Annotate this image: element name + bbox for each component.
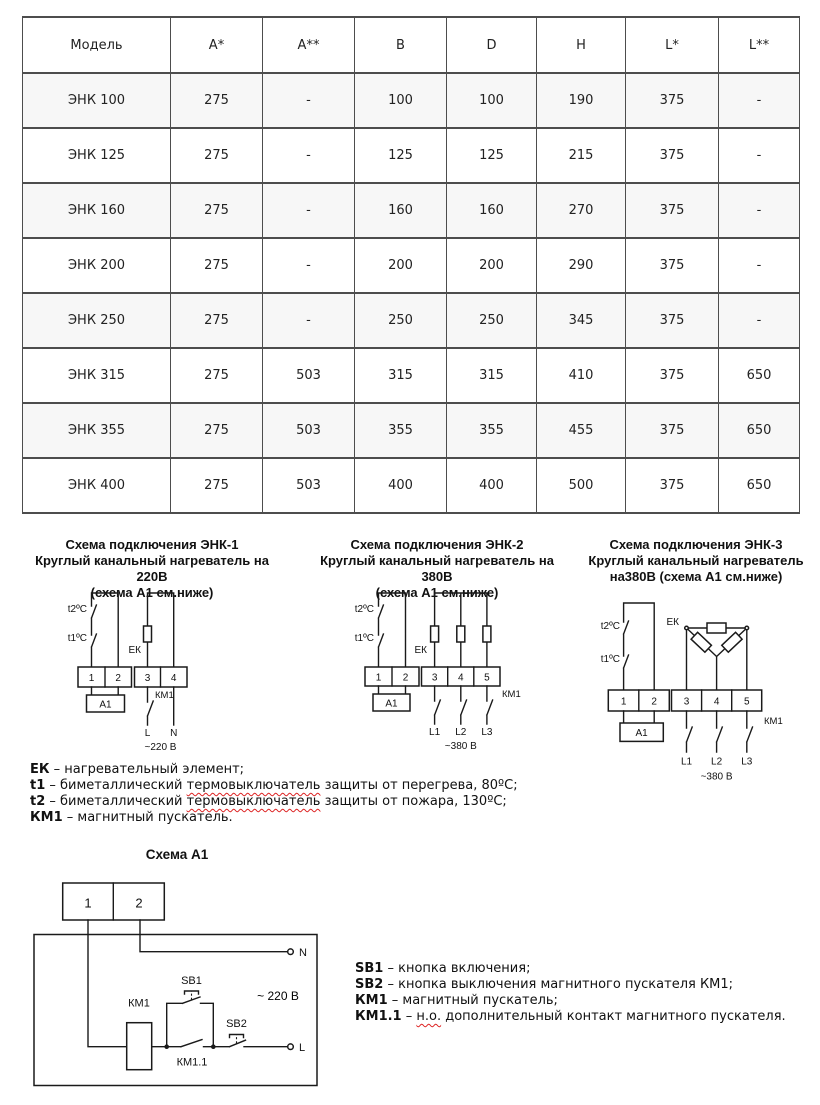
thermostat-loop-wire (92, 593, 119, 667)
value-cell: 200 (447, 238, 537, 293)
model-cell: ЭНК 315 (23, 348, 171, 403)
sb2-label: SB2 (226, 1018, 247, 1030)
legend-text: – магнитный пускатель; (391, 993, 558, 1008)
table-row (23, 458, 800, 513)
a1-label: А1 (635, 728, 648, 739)
legend-line (355, 1009, 786, 1025)
km1-contact (487, 686, 493, 724)
diagram3-title (583, 537, 809, 585)
value-cell: 275 (171, 293, 263, 348)
value-cell: 315 (355, 348, 447, 403)
table-row (23, 403, 800, 458)
terminal-label: 2 (115, 673, 121, 684)
legend-term: SB2 (355, 977, 384, 992)
heater-element-symbol (431, 626, 439, 642)
diagram3-title-line1: Схема подключения ЭНК-3 (609, 537, 783, 552)
value-cell: - (719, 128, 800, 183)
legend-line (30, 778, 518, 794)
legend-line (355, 977, 786, 993)
value-cell: 650 (719, 403, 800, 458)
terminal-label: 3 (431, 672, 438, 684)
thermostat-loop-wire (379, 593, 406, 667)
junction-dot (745, 626, 749, 630)
value-cell: 190 (537, 73, 626, 128)
value-cell: 315 (447, 348, 537, 403)
value-cell: 345 (537, 293, 626, 348)
table-body (23, 73, 800, 513)
terminal-label: 3 (144, 673, 151, 684)
legend-term: КМ1.1 (355, 1009, 402, 1024)
value-cell: 100 (447, 73, 537, 128)
value-cell: 290 (537, 238, 626, 293)
terminal-label: 1 (88, 673, 95, 684)
km1-contact (687, 711, 693, 752)
model-cell: ЭНК 355 (23, 403, 171, 458)
value-cell: 125 (447, 128, 537, 183)
a1-label: А1 (385, 698, 398, 710)
line-label-l: L (144, 728, 151, 739)
legend-term: КМ1 (30, 810, 63, 825)
header-a2: A** (263, 17, 355, 73)
value-cell: - (719, 238, 800, 293)
value-cell: 275 (171, 458, 263, 513)
a1-wires (624, 711, 655, 723)
value-cell: 275 (171, 403, 263, 458)
heater-element-symbol (483, 626, 491, 642)
model-cell: ЭНК 200 (23, 238, 171, 293)
line-label-l2: L2 (455, 727, 467, 738)
ek-label: ЕК (414, 645, 427, 656)
terminal-label: 1 (620, 696, 627, 708)
diagram3-title-line3: на380В (схема А1 см.ниже) (609, 569, 783, 584)
thermostat-loop-wire (624, 603, 655, 690)
legend-text: – биметаллический (49, 778, 187, 793)
header-l2: L** (719, 17, 800, 73)
model-cell: ЭНК 100 (23, 73, 171, 128)
value-cell: 160 (355, 183, 447, 238)
value-cell: 355 (355, 403, 447, 458)
km1-coil (127, 1023, 152, 1070)
value-cell: 215 (537, 128, 626, 183)
terminal-label: 4 (713, 696, 720, 708)
legend-text: – магнитный пускатель. (66, 810, 233, 825)
value-cell: 355 (447, 403, 537, 458)
legend-text: – нагревательный элемент; (53, 762, 245, 777)
ek-label: ЕК (128, 645, 141, 656)
l-label: L (299, 1042, 306, 1054)
model-cell: ЭНК 160 (23, 183, 171, 238)
km1-contact (747, 711, 753, 752)
sb1-label: SB1 (181, 975, 202, 987)
t2-label: t2ºC (67, 604, 87, 615)
value-cell: 503 (263, 458, 355, 513)
diagram2-title-line2: Круглый канальный нагреватель на 380В (320, 553, 554, 584)
legend-line (30, 810, 518, 826)
t1-label: t1ºC (354, 633, 374, 644)
terminal-n (288, 949, 294, 955)
line-label-l2: L2 (711, 756, 723, 768)
heater-element-symbol (457, 626, 465, 642)
model-cell: ЭНК 400 (23, 458, 171, 513)
value-cell: 375 (626, 293, 719, 348)
km1-label: КМ1 (764, 716, 783, 727)
terminal-label: 4 (170, 673, 177, 684)
value-cell: 275 (171, 238, 263, 293)
line-label-n: N (170, 728, 178, 739)
legend-term: t1 (30, 778, 46, 793)
diagram2-title-line1: Схема подключения ЭНК-2 (350, 537, 524, 552)
heater-element-symbol (707, 623, 726, 633)
table-row (23, 73, 800, 128)
legend-text: – биметаллический (49, 794, 187, 809)
value-cell: 160 (447, 183, 537, 238)
model-cell: ЭНК 125 (23, 128, 171, 183)
terminal-label: 5 (484, 672, 490, 684)
t1-label: t1ºC (67, 633, 87, 644)
legend-text: защиты от перегрева, 80ºС; (320, 778, 518, 793)
diagram3-title-line2: Круглый канальный нагреватель (588, 553, 804, 568)
value-cell: 503 (263, 403, 355, 458)
value-cell: - (719, 293, 800, 348)
table-header-row (23, 17, 800, 73)
header-model: Модель (23, 17, 171, 73)
diagram1-title-line3: (схема А1 см.ниже) (90, 585, 214, 600)
header-a1: A* (171, 17, 263, 73)
model-cell: ЭНК 250 (23, 293, 171, 348)
heater-element-symbol (144, 626, 152, 642)
terminal-label: 2 (651, 696, 657, 708)
circuit-legend (355, 961, 786, 1025)
legend-line (30, 794, 518, 810)
value-cell: 410 (537, 348, 626, 403)
legend-text: защиты от пожара, 130ºС; (320, 794, 507, 809)
header-d: D (447, 17, 537, 73)
line-label-l1: L1 (429, 727, 441, 738)
table-row (23, 348, 800, 403)
terminal-label: 3 (683, 696, 690, 708)
legend-text: – (405, 1009, 417, 1024)
wiring-diagram-enk1 (30, 586, 230, 756)
value-cell: 503 (263, 348, 355, 403)
schema-a1-title: Схема А1 (145, 847, 209, 862)
value-cell: 500 (537, 458, 626, 513)
km1-contact (717, 711, 723, 752)
terminal-label: 5 (744, 696, 750, 708)
t1-label: t1ºC (600, 654, 620, 665)
terminal-l (288, 1044, 294, 1050)
a1-wires (379, 686, 406, 694)
legend-term: ЕК (30, 762, 50, 777)
wiring-diagram-enk3 (595, 593, 805, 793)
value-cell: 275 (171, 128, 263, 183)
value-cell: - (263, 128, 355, 183)
km1-label: КМ1 (502, 689, 521, 700)
voltage-label: ~ 220 В (257, 989, 299, 1003)
table-row (23, 183, 800, 238)
value-cell: 400 (447, 458, 537, 513)
value-cell: 375 (626, 73, 719, 128)
diagram1-title-line2: Круглый канальный нагреватель на 220В (35, 553, 269, 584)
value-cell: 650 (719, 348, 800, 403)
value-cell: - (263, 238, 355, 293)
km1-contact (461, 686, 467, 724)
value-cell: 250 (447, 293, 537, 348)
km1-contact (435, 686, 441, 724)
wiring-diagram-enk2 (355, 586, 525, 756)
header-b: B (355, 17, 447, 73)
legend-term: SB1 (355, 961, 384, 976)
value-cell: 125 (355, 128, 447, 183)
schema-a1-diagram (20, 860, 330, 1098)
km1-label: КМ1 (155, 690, 174, 701)
legend-text-misspelled: н.о. (416, 1009, 442, 1024)
line-label-l1: L1 (680, 756, 693, 768)
legend-text: – кнопка выключения магнитного пускателя КМ1; (387, 977, 734, 992)
value-cell: 455 (537, 403, 626, 458)
value-cell: 275 (171, 348, 263, 403)
terminal-label: 1 (375, 672, 382, 684)
voltage-label: ~380 В (444, 741, 477, 752)
junction-dot (685, 626, 689, 630)
value-cell: - (719, 183, 800, 238)
km1-contact (148, 687, 154, 725)
heater-element-symbol (722, 632, 742, 652)
heater-element-symbol (691, 632, 711, 652)
value-cell: 200 (355, 238, 447, 293)
legend-term: КМ1 (355, 993, 388, 1008)
legend-text: дополнительный контакт магнитного пускателя. (441, 1009, 786, 1024)
value-cell: 375 (626, 128, 719, 183)
a1-label: А1 (99, 699, 112, 711)
value-cell: - (719, 73, 800, 128)
enclosure-box (34, 935, 317, 1086)
legend-text-misspelled: термовыключатель (186, 794, 321, 809)
value-cell: 400 (355, 458, 447, 513)
table-row (23, 128, 800, 183)
terminal-label: 2 (402, 672, 409, 684)
header-l1: L* (626, 17, 719, 73)
header-h: H (537, 17, 626, 73)
value-cell: 100 (355, 73, 447, 128)
diagram1-title-line1: Схема подключения ЭНК-1 (65, 537, 239, 552)
voltage-label: ~220 В (144, 742, 177, 753)
km1-label: КМ1 (128, 997, 150, 1010)
legend-line (355, 993, 786, 1009)
table-row (23, 293, 800, 348)
terminal-label: 2 (135, 895, 143, 911)
ek-label: ЕК (666, 617, 679, 628)
value-cell: 375 (626, 238, 719, 293)
legend-text: – кнопка включения; (387, 961, 531, 976)
line-label-l3: L3 (741, 756, 753, 768)
voltage-label: ~380 В (700, 771, 733, 783)
value-cell: 375 (626, 348, 719, 403)
legend-text-misspelled: термовыключатель (186, 778, 321, 793)
t2-label: t2ºC (600, 621, 620, 632)
value-cell: 650 (719, 458, 800, 513)
diagram2-title-line3: (схема А1 см.ниже) (375, 585, 499, 600)
a1-wires (92, 687, 119, 695)
value-cell: 375 (626, 458, 719, 513)
value-cell: 375 (626, 403, 719, 458)
value-cell: 250 (355, 293, 447, 348)
value-cell: 275 (171, 183, 263, 238)
t2-label: t2ºC (354, 604, 374, 615)
value-cell: - (263, 183, 355, 238)
line-label-l3: L3 (481, 727, 493, 738)
value-cell: - (263, 293, 355, 348)
value-cell: - (263, 73, 355, 128)
components-legend (30, 762, 518, 826)
value-cell: 275 (171, 73, 263, 128)
legend-term: t2 (30, 794, 46, 809)
legend-line (30, 762, 518, 778)
table-row (23, 238, 800, 293)
dimensions-table (22, 16, 800, 514)
n-label: N (299, 947, 307, 959)
terminal-label: 1 (84, 895, 92, 911)
km11-label: КМ1.1 (176, 1056, 208, 1069)
terminal-label: 4 (458, 672, 464, 684)
value-cell: 375 (626, 183, 719, 238)
legend-line (355, 961, 786, 977)
value-cell: 270 (537, 183, 626, 238)
